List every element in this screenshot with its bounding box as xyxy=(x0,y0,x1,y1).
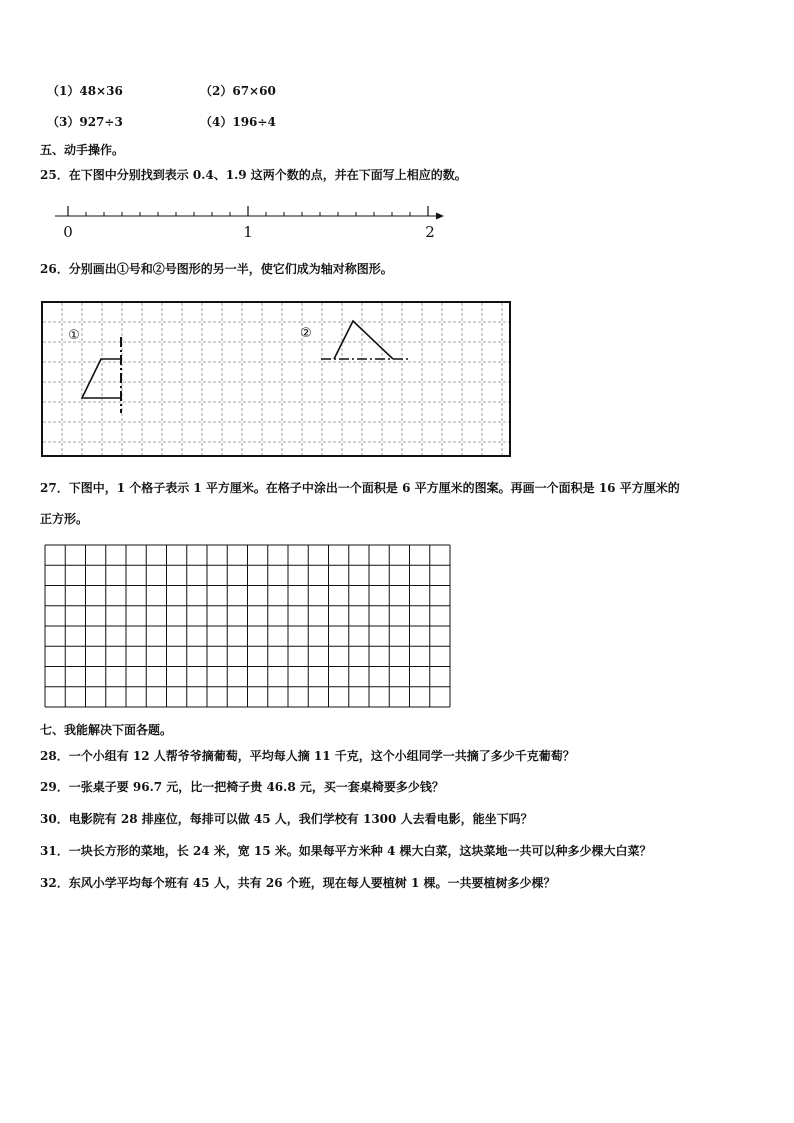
figure-1-shape xyxy=(82,359,121,398)
section-7-title: 七、我能解决下面各题。 xyxy=(40,723,173,737)
calc-item-4: （4）196÷4 xyxy=(200,115,276,129)
area-grid xyxy=(44,544,454,709)
problem-32: 32．东风小学平均每个班有 45 人，共有 26 个班，现在每人要植树 1 棵。一共要植树多少棵？ xyxy=(40,876,556,890)
symmetry-grid xyxy=(41,301,511,457)
question-26: 26．分别画出①号和②号图形的另一半，使它们成为轴对称图形。 xyxy=(40,262,393,276)
calc-item-3: （3）927÷3 xyxy=(47,115,123,129)
symmetry-grid-lines xyxy=(43,303,509,455)
problem-30: 30．电影院有 28 排座位，每排可以做 45 人，我们学校有 1300 人去看电影，能坐下吗？ xyxy=(40,812,533,826)
problem-28: 28．一个小组有 12 人帮爷爷摘葡萄，平均每人摘 11 千克，这个小组同学一共摘了多少千克葡萄？ xyxy=(40,749,575,763)
calc-item-2: （2）67×60 xyxy=(200,84,276,98)
symmetry-grid-border xyxy=(42,302,510,456)
question-27-line-2: 正方形。 xyxy=(40,512,89,526)
axis-label-1: 1 xyxy=(243,223,253,241)
axis-label-2: 2 xyxy=(425,223,435,241)
figure-2-shape xyxy=(334,321,393,359)
question-27-line-1: 27．下图中，1 个格子表示 1 平方厘米。在格子中涂出一个面积是 6 平方厘米的图案。再画一个面积是 16 平方厘米的 xyxy=(40,481,680,495)
calc-item-1: （1）48×36 xyxy=(47,84,123,98)
question-25: 25．在下图中分别找到表示 0.4、1.9 这两个数的点，并在下面写上相应的数。 xyxy=(40,168,467,182)
number-line xyxy=(50,200,450,246)
problem-31: 31．一块长方形的菜地，长 24 米，宽 15 米。如果每平方米种 4 棵大白菜，这块菜地一共可以种多少棵大白菜？ xyxy=(40,844,652,858)
figure-2-label: ② xyxy=(300,326,312,341)
figure-1-label: ① xyxy=(68,328,80,343)
area-grid-lines xyxy=(45,545,450,707)
section-5-title: 五、动手操作。 xyxy=(40,143,125,157)
axis-label-0: 0 xyxy=(63,223,73,241)
number-line-arrow xyxy=(436,213,444,220)
problem-29: 29．一张桌子要 96.7 元，比一把椅子贵 46.8 元，买一套桌椅要多少钱？ xyxy=(40,780,444,794)
number-line-ticks xyxy=(68,206,428,216)
